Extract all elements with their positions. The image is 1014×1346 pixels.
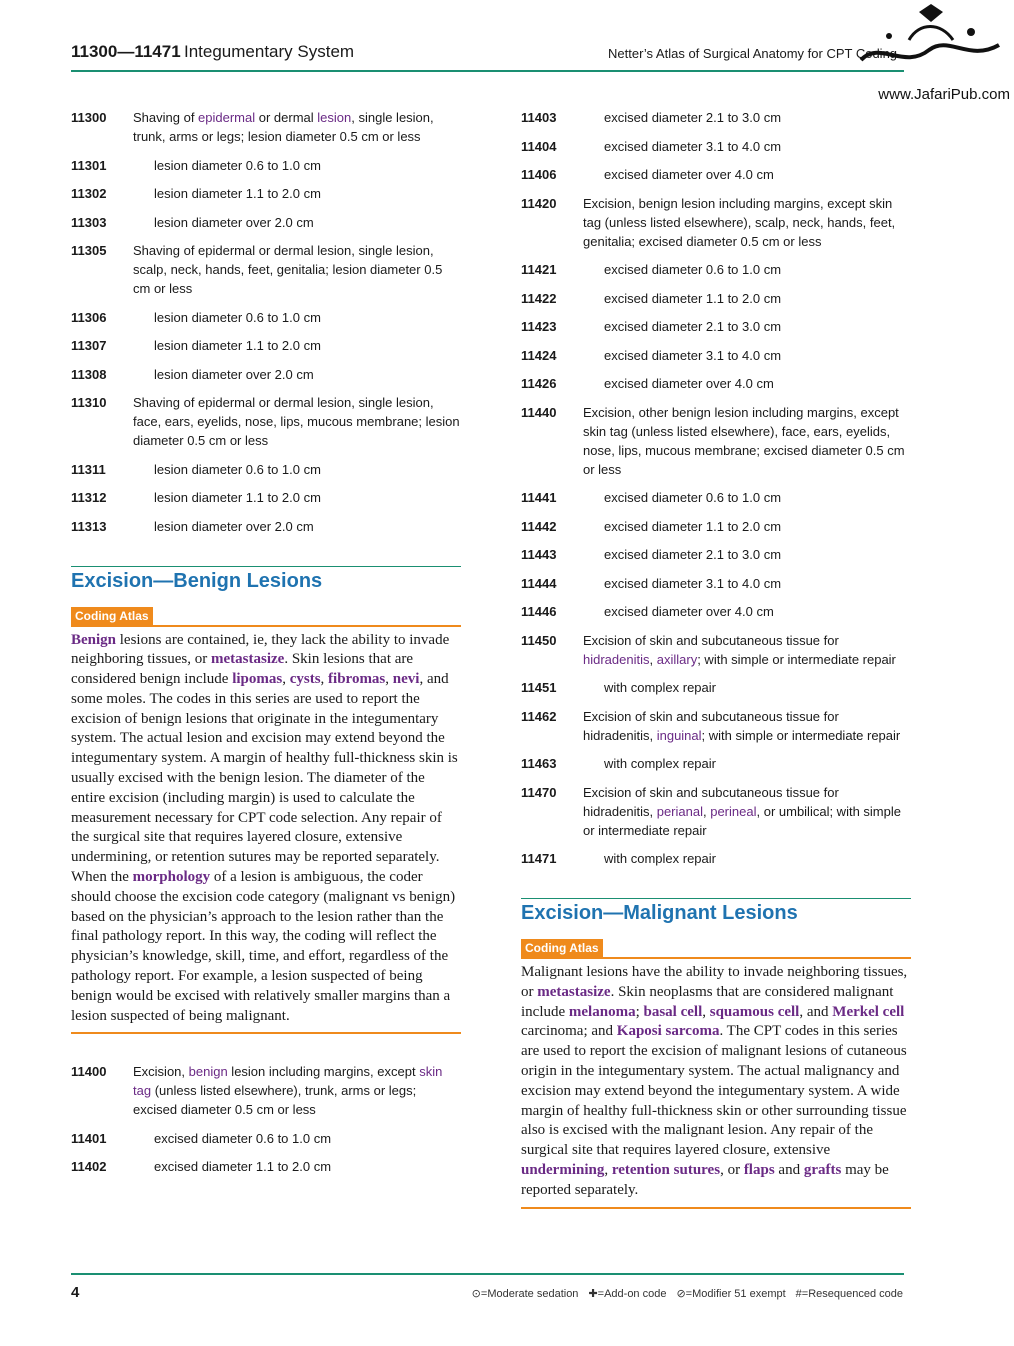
cpt-code: 11311 <box>71 461 106 477</box>
glossary-term: perineal <box>710 803 757 819</box>
glossary-term: retention sutures <box>611 1161 721 1178</box>
code-entry <box>521 137 911 156</box>
glossary-term: perianal <box>656 803 703 819</box>
glossary-term: hidradenitis <box>583 651 650 667</box>
code-list <box>71 1062 461 1176</box>
code-description: Excision of skin and subcutaneous tissue for hidradenitis, perianal, perineal, or umbilical; with simple or intermediate repair <box>583 784 901 838</box>
cpt-code: 11310 <box>71 395 107 410</box>
code-entry <box>71 1157 461 1176</box>
code-description: excised diameter 2.1 to 3.0 cm <box>604 547 782 562</box>
code-description: excised diameter 1.1 to 2.0 cm <box>604 290 782 306</box>
code-entry <box>71 308 461 327</box>
code-description: excised diameter 3.1 to 4.0 cm <box>604 138 782 154</box>
code-description: Excision, other benign lesion including margins, except skin tag (unless listed elsewhere), face, ears, eyelids, nose, lips, mucous membrane; excised diameter 0.5 cm or less <box>583 404 905 477</box>
glossary-term: metastasize <box>537 983 611 1000</box>
cpt-code: 11420 <box>521 195 557 211</box>
glossary-term: basal cell <box>643 1003 703 1020</box>
cpt-code: 11400 <box>71 1064 107 1080</box>
footer-rule <box>71 1273 904 1275</box>
cpt-code: 11402 <box>71 1159 107 1175</box>
code-description: excised diameter over 4.0 cm <box>604 167 774 182</box>
cpt-code: 11313 <box>71 518 107 534</box>
header-book-title: Netter’s Atlas of Surgical Anatomy for CPT Coding <box>608 46 898 61</box>
code-entry <box>521 574 911 593</box>
benign-section <box>71 566 461 1035</box>
code-description: Shaving of epidermal or dermal lesion, single lesion, face, ears, eyelids, nose, lips, mucous membrane; lesion diameter 0.5 cm or less <box>133 395 460 448</box>
cpt-code: 11403 <box>521 110 557 125</box>
cpt-code: 11463 <box>521 756 557 771</box>
code-description: Excision of skin and subcutaneous tissue for hidradenitis, axillary; with simple or intermediate repair <box>583 632 896 667</box>
cpt-code: 11302 <box>71 186 107 201</box>
glossary-term: Kaposi sarcoma <box>616 1023 720 1040</box>
glossary-term: Merkel cell <box>832 1003 905 1020</box>
atlas-paragraph: Benign lesions are contained, ie, they lack the ability to invade neighboring tissues, or metastasize. Skin lesions that are considered benign include lipomas, cysts, fibromas, nevi, and some moles. The codes in this series are used to report the excision of benign lesions that originate in the integumentary system. The actual lesion and excision may extend beyond the integumentary system. A margin of healthy full-thickness skin is usually excised with the benign lesion. The diameter of the entire excision (including margin) is used to calculate the measurement necessary for CPT code selection. Any repair of the surgical site that requires layered closure, extensive undermining, or retention sutures may be reported separately. When the morphology of a lesion is ambiguous, the coder should choose the excision code category (malignant vs benign) based on the physician’s approach to the lesion rather than the final pathology report. In this way, the coding will reflect the physician’s knowledge, skill, time, and effort, regardless of the pathology report. For example, a lesion suspected of being benign would be excised with relatively smaller margins than a lesion suspected of being malignant. <box>71 627 461 1035</box>
cpt-code: 11303 <box>71 214 107 230</box>
code-entry <box>521 108 911 127</box>
code-entry <box>521 849 911 868</box>
code-description: with complex repair <box>604 756 716 771</box>
glossary-term: morphology <box>132 869 211 886</box>
code-entry <box>71 241 461 298</box>
code-list <box>71 108 461 536</box>
cpt-code: 11471 <box>521 851 557 866</box>
code-description: Shaving of epidermal or dermal lesion, single lesion, trunk, arms or legs; lesion diameter 0.5 cm or less <box>133 110 434 144</box>
section-title: Excision—Benign Lesions <box>71 569 323 592</box>
header-rule <box>71 70 904 72</box>
code-entry <box>71 184 461 203</box>
left-column <box>71 108 461 1186</box>
code-description: with complex repair <box>604 680 716 695</box>
code-description: with complex repair <box>604 851 716 866</box>
cpt-code: 11308 <box>71 366 107 382</box>
cpt-code: 11401 <box>71 1130 107 1146</box>
atlas-paragraph: Malignant lesions have the ability to invade neighboring tissues, or metastasize. Skin neoplasms that are considered malignant include melanoma; basal cell, squamous cell, and Merkel cell carcinoma; and Kaposi sarcoma. The CPT codes in this series are used to report the excision of malignant lesions of cutaneous origin in the integumentary system. The actual malignancy and excision may extend beyond the integumentary system. A wide margin of healthy full-thickness skin or other surrounding tissue also is excised with the malignant lesion. Any repair of the surgical site that requires layered closure, extensive undermining, retention sutures, or flaps and grafts may be reported separately. <box>521 959 911 1209</box>
cpt-code: 11470 <box>521 784 557 800</box>
section-title: Excision—Malignant Lesions <box>521 902 798 924</box>
cpt-code: 11312 <box>71 490 107 505</box>
glossary-term: skin tag <box>133 1064 443 1099</box>
glossary-term: epidermal <box>198 110 256 125</box>
code-entry <box>521 678 911 697</box>
legend-item: ⊘=Modifier 51 exempt <box>676 1288 786 1300</box>
code-description: lesion diameter 1.1 to 2.0 cm <box>154 338 321 353</box>
code-entry <box>71 156 461 175</box>
legend-item: ⊙=Moderate sedation <box>471 1288 579 1300</box>
cpt-code: 11462 <box>521 708 557 724</box>
code-description: lesion diameter 0.6 to 1.0 cm <box>154 309 321 325</box>
code-entry <box>71 108 461 146</box>
code-entry <box>71 365 461 384</box>
code-description: excised diameter 1.1 to 2.0 cm <box>604 518 782 534</box>
code-description: excised diameter 3.1 to 4.0 cm <box>604 575 782 591</box>
code-entry <box>521 754 911 773</box>
glossary-term: lesion <box>317 110 352 125</box>
publisher-url: www.JafariPub.com <box>878 86 1010 103</box>
code-entry <box>521 289 911 308</box>
legend-item: ✚=Add-on code <box>588 1288 667 1300</box>
cpt-code: 11426 <box>521 376 557 391</box>
legend-item: #=Resequenced code <box>795 1288 903 1300</box>
code-entry <box>521 545 911 564</box>
glossary-term: undermining <box>521 1161 605 1178</box>
code-entry <box>71 393 461 450</box>
code-list <box>521 108 911 868</box>
cpt-code: 11443 <box>521 547 557 562</box>
cpt-code: 11451 <box>521 680 557 695</box>
cpt-code: 11441 <box>521 490 557 505</box>
code-entry <box>521 488 911 507</box>
glossary-term: squamous cell <box>709 1003 800 1020</box>
header-code-range: 11300—11471 <box>71 42 181 61</box>
code-description: lesion diameter 1.1 to 2.0 cm <box>154 490 321 505</box>
code-description: lesion diameter 0.6 to 1.0 cm <box>154 157 321 173</box>
coding-atlas-label: Coding Atlas <box>521 939 603 957</box>
code-entry <box>521 346 911 365</box>
code-entry <box>521 631 911 669</box>
cpt-code: 11450 <box>521 632 557 648</box>
cpt-code: 11444 <box>521 575 557 591</box>
code-entry <box>71 213 461 232</box>
glossary-term: inguinal <box>656 727 702 743</box>
code-entry <box>71 1062 461 1119</box>
glossary-term: fibromas <box>328 671 386 688</box>
code-entry <box>521 194 911 251</box>
code-description: excised diameter 1.1 to 2.0 cm <box>154 1159 332 1175</box>
code-description: Excision of skin and subcutaneous tissue for hidradenitis, inguinal; with simple or intermediate repair <box>583 708 901 743</box>
cpt-code: 11406 <box>521 167 557 182</box>
code-description: excised diameter 0.6 to 1.0 cm <box>604 262 782 277</box>
code-description: lesion diameter over 2.0 cm <box>154 366 314 382</box>
cpt-code: 11404 <box>521 138 557 154</box>
glossary-term: flaps <box>743 1161 775 1178</box>
glossary-term: Benign <box>71 631 117 648</box>
code-description: lesion diameter over 2.0 cm <box>154 518 314 534</box>
cpt-code: 11423 <box>521 319 557 334</box>
code-description: excised diameter 2.1 to 3.0 cm <box>604 319 782 334</box>
cpt-code: 11301 <box>71 157 107 173</box>
code-entry <box>71 460 461 479</box>
code-description: excised diameter over 4.0 cm <box>604 604 774 619</box>
glossary-term: lipomas <box>232 671 283 688</box>
cpt-code: 11307 <box>71 338 107 353</box>
code-description: excised diameter 2.1 to 3.0 cm <box>604 110 782 125</box>
code-description: lesion diameter 1.1 to 2.0 cm <box>154 186 321 201</box>
cpt-code: 11421 <box>521 262 557 277</box>
cpt-code: 11422 <box>521 290 557 306</box>
code-description: lesion diameter over 2.0 cm <box>154 214 314 230</box>
glossary-term: axillary <box>656 651 698 667</box>
coding-atlas-label: Coding Atlas <box>71 607 153 625</box>
code-entry <box>521 783 911 840</box>
glossary-term: metastasize <box>211 651 285 668</box>
code-description: lesion diameter 0.6 to 1.0 cm <box>154 461 321 477</box>
glossary-term: cysts <box>289 671 321 688</box>
code-entry <box>521 374 911 393</box>
glossary-term: melanoma <box>568 1003 636 1020</box>
code-entry <box>521 165 911 184</box>
cpt-code: 11440 <box>521 404 557 420</box>
code-entry <box>521 403 911 479</box>
code-description: excised diameter 3.1 to 4.0 cm <box>604 347 782 363</box>
malignant-section <box>521 898 911 1209</box>
code-description: excised diameter over 4.0 cm <box>604 376 774 391</box>
glossary-term: nevi <box>392 671 420 688</box>
code-entry <box>521 260 911 279</box>
code-entry <box>521 517 911 536</box>
code-description: excised diameter 0.6 to 1.0 cm <box>604 490 782 505</box>
code-entry <box>521 317 911 336</box>
glossary-term: benign <box>188 1064 228 1080</box>
page-number: 4 <box>71 1284 80 1301</box>
cpt-code: 11446 <box>521 604 557 619</box>
code-entry <box>71 517 461 536</box>
cpt-code: 11424 <box>521 347 557 363</box>
code-entry <box>71 488 461 507</box>
symbol-legend <box>462 1287 903 1300</box>
right-column <box>521 108 911 1237</box>
glossary-term: grafts <box>803 1161 842 1178</box>
code-description: Shaving of epidermal or dermal lesion, single lesion, scalp, neck, hands, feet, genitalia; lesion diameter 0.5 cm or less <box>133 243 443 296</box>
code-entry <box>71 336 461 355</box>
code-entry <box>521 707 911 745</box>
cpt-code: 11305 <box>71 243 107 258</box>
code-description: Excision, benign lesion including margins, except skin tag (unless listed elsewhere), trunk, arms or legs; excised diameter 0.5 cm or less <box>133 1064 443 1118</box>
header-section-title: Integumentary System <box>184 42 355 61</box>
cpt-code: 11442 <box>521 518 557 534</box>
code-description: Excision, benign lesion including margins, except skin tag (unless listed elsewhere), scalp, neck, hands, feet, genitalia; excised diameter 0.5 cm or less <box>583 195 896 249</box>
cpt-code: 11300 <box>71 110 107 125</box>
publisher-logo-mark <box>849 0 1014 90</box>
code-entry <box>521 602 911 621</box>
code-description: excised diameter 0.6 to 1.0 cm <box>154 1130 332 1146</box>
cpt-code: 11306 <box>71 309 107 325</box>
code-entry <box>71 1129 461 1148</box>
